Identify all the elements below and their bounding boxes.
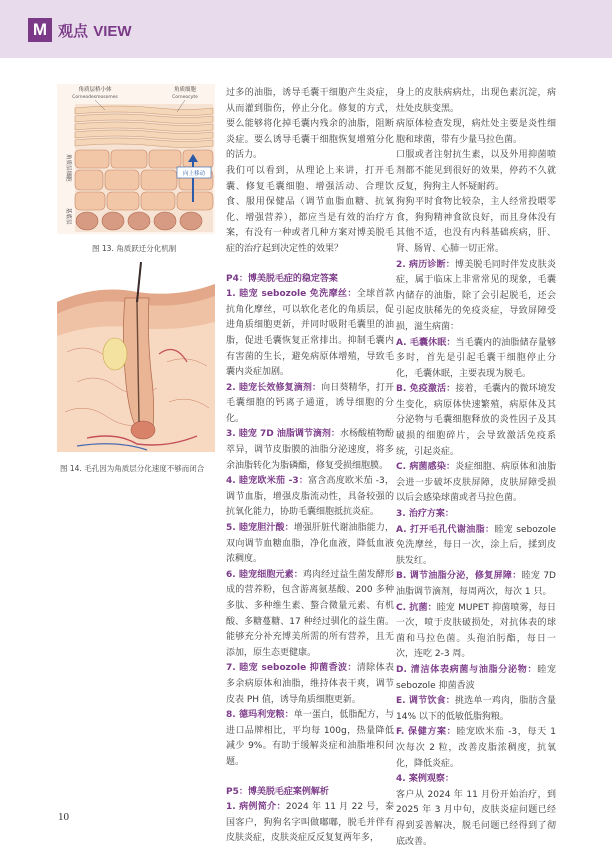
section-title-cn: 观点 xyxy=(58,22,89,40)
paragraph-text: 睦宠欧米茄 -3，每天 1 次每次 2 粒，改善皮脂浓稠度，抗氧化，降低炎症。 xyxy=(396,727,556,769)
paragraph xyxy=(396,258,556,336)
figure-corneocyte-diagram xyxy=(57,84,215,234)
paragraph xyxy=(226,474,394,521)
paragraph xyxy=(226,86,394,164)
arrow-label: 向上移动 xyxy=(182,171,206,177)
paragraph-text: 水杨酸植物酚萃异，调节皮脂膜的油脂分泌速度，将多余油脂转化为脂磷酯，修复受损细胞膜。 xyxy=(226,429,394,471)
paragraph xyxy=(396,788,556,850)
paragraph-text: 口服或者注射抗生素，以及外用抑菌喷剂都不能见到很好的效果，停药不久就反复，狗狗主人怀疑耐药。 xyxy=(396,150,556,192)
paragraph-text: 当毛囊内的油脂储存量够多时，首先是引起毛囊干细胞停止分化，毛囊休眠，主要表现为脱毛。 xyxy=(396,337,556,379)
paragraph xyxy=(226,568,394,662)
spacer xyxy=(226,771,394,779)
paragraph-lead: A. 毛囊休眠： xyxy=(396,337,456,348)
paragraph-lead: 8. 德玛利宠粮： xyxy=(226,710,294,721)
paragraph-text: 2024 年 11 月 22 号，泰国客户，狗狗名字叫做嘟嘟，脱毛并伴有皮肤炎症，皮肤炎症反反复复两年多， xyxy=(226,802,394,844)
paragraph-text: 睦宠 MUPET 抑菌喷雾，每日一次，喷于皮肤破损处，对抗体表的球菌和马拉色菌。头孢泊肟酯，每日一次，连吃 2-3 周。 xyxy=(396,602,556,660)
section-badge: M xyxy=(28,18,52,42)
paragraph-text: 增强肝脏代谢油脂能力，双向调节血糖血脂，净化血液，降低血液浓稠度。 xyxy=(226,523,394,565)
paragraph xyxy=(396,601,556,663)
label-corneum-layer: 角质层细胞 xyxy=(65,154,71,182)
paragraph-lead: C. 病菌感染： xyxy=(396,462,456,473)
follicle-illustration xyxy=(57,262,215,452)
paragraph-text: 全球首款抗角化摩丝，可以软化老化的角质层，促进角质细胞更新，并同时吸附毛囊里的油脂，促进毛囊恢复正常排出。抑制毛囊内有害菌的生长，避免病原体增殖，导致毛囊内炎症加剧。 xyxy=(226,289,394,378)
figure-2-caption: 图 14. 毛孔因为角质层分化速度不够而闭合 xyxy=(60,464,205,473)
paragraph xyxy=(226,427,394,474)
paragraph-text: 狗狗平时食物比较杂，主人经常投喂零食，狗狗精神食欲良好，而且身体没有其他不适，也没有内科基础疾病，肝、肾、肠胃、心肺一切正常。 xyxy=(396,197,556,254)
paragraph-lead: 3. 治疗方案： xyxy=(396,509,454,520)
paragraph-text: 睦宠 sebozole 免洗摩丝，每日一次，涂上后，揉到皮肤发红。 xyxy=(396,524,556,566)
paragraph xyxy=(396,460,556,507)
paragraph-lead: A. 打开毛孔代谢油脂： xyxy=(396,524,495,535)
paragraph xyxy=(226,708,394,770)
paragraph-lead: 1. 病例简介： xyxy=(226,802,286,813)
paragraph xyxy=(396,86,556,117)
paragraph-text: 鸡肉经过益生菌发酵形成的营养粉，包含游离氨基酸、200 多种多肽、多种维生素、螯合微量元素、有机酸、多糖蔓糖、17 种经过驯化的益生菌。能够充分补充博美所需的所有营养，且无添加，原生态更健康。 xyxy=(226,569,394,658)
label-corneocyte-en: Corneocyte xyxy=(172,95,198,100)
paragraph-lead: 3. 睦宠 7D 油脂调节滴剂： xyxy=(226,429,340,440)
paragraph-lead: 2. 睦宠长效修复滴剂： xyxy=(226,382,322,393)
paragraph-text: 清除体表多余病原体和油脂，维持体表干爽，调节皮表 PH 值，诱导角质细胞更新。 xyxy=(226,663,394,705)
section-heading: P4：博美脱毛症的稳定答案 xyxy=(226,273,338,284)
paragraph xyxy=(396,772,556,788)
label-basal-layer: 基底层 xyxy=(65,208,71,225)
paragraph-text: 炎症细胞、病原体和油脂会进一步破坏皮肤屏障，皮肤屏障受损以后会感染球菌或者马拉色菌。 xyxy=(396,462,556,504)
paragraph-text: 挑选单一鸡肉，脂肪含量 14% 以下的低敏低脂狗粮。 xyxy=(396,696,556,722)
paragraph-lead: E. 调节饮食： xyxy=(396,696,455,707)
paragraph xyxy=(396,663,556,694)
label-corneodesmosomes-cn: 角质层桥小体 xyxy=(78,87,112,93)
paragraph xyxy=(396,195,556,257)
paragraph-text: 睦宠 sebozole 抑菌香波 xyxy=(396,664,556,691)
paragraph-text: 富含高度欧米茄 -3，调节血脂，增强皮脂流动性，具备较强的抗氧化能力，协助毛囊细胞抵抗炎症。 xyxy=(226,476,394,518)
paragraph-lead: F. 保健方案： xyxy=(396,727,457,738)
paragraph xyxy=(396,725,556,772)
paragraph-text: 单一蛋白，低脂配方，与进口品牌相比，平均每 100g，热量降低减少 9%。有助于缓解炎症和油脂堆积问题。 xyxy=(226,710,394,767)
paragraph-lead: 1. 睦宠 sebozole 免洗摩丝： xyxy=(226,289,357,300)
paragraph xyxy=(396,117,556,148)
section-heading: P5：博美脱毛症案例解析 xyxy=(226,786,329,797)
paragraph xyxy=(226,800,394,847)
paragraph xyxy=(226,661,394,708)
paragraph xyxy=(396,569,556,600)
paragraph-lead: B. 免疫激活： xyxy=(396,384,456,395)
label-corneocyte-cn: 角质细胞 xyxy=(173,87,197,93)
paragraph-text: 身上的皮肤病病灶，出现色素沉淀，病灶处皮肤变黑。 xyxy=(396,88,556,114)
paragraph-text: 博美脱毛同时伴发皮肤炎症，属于临床上非常常见的现象，毛囊内储存的油脂，除了会引起脱毛，还会引起皮肤稀先的免疫炎症，导致屏障受损，滋生病菌： xyxy=(396,259,556,332)
paragraph xyxy=(396,507,556,523)
figure-1-caption: 图 13. 角质跃迁分化机制 xyxy=(92,244,177,253)
paragraph xyxy=(396,336,556,383)
section-title-en: VIEW xyxy=(93,23,132,40)
paragraph xyxy=(396,382,556,460)
paragraph-text: 客户从 2024 年 11 月份开始治疗，到 2025 年 3 月中旬，皮肤炎症问题已经得到妥善解决，脱毛问题已经得到了彻底改善。 xyxy=(396,789,556,847)
paragraph-text: 病原体检查发现，病灶处主要是炎性细胞和球菌，带有少量马拉色菌。 xyxy=(396,119,556,145)
paragraph xyxy=(226,521,394,568)
text-column-3 xyxy=(396,86,556,850)
paragraph xyxy=(396,148,556,195)
spacer xyxy=(226,258,394,266)
section-title xyxy=(58,20,132,41)
paragraph-lead: 2. 病历诊断： xyxy=(396,259,455,270)
corneocyte-illustration xyxy=(57,84,215,234)
paragraph xyxy=(226,381,394,428)
paragraph xyxy=(396,694,556,725)
page-header xyxy=(0,0,612,58)
paragraph-lead: D. 清洁体表病菌与油脂分泌物： xyxy=(396,664,538,675)
paragraph-text: 我们可以看到，从理论上来讲，打开毛囊、修复毛囊细胞、增强活动、合理饮食、服用保健品（调节血脂血糖、抗氧化、增强营养），都应当是有效的治疗方案，有没有一种或者几种方案对博美脱毛症的治疗起到决定性的效果？ xyxy=(226,165,394,254)
page-number: 10 xyxy=(58,811,69,823)
paragraph-text: 接着，毛囊内的微环境发生变化，病原体快速繁殖，病原体及其分泌物与毛囊细胞释放的炎性因子及其破损的细胞碎片，会导致激活免疫系统，引起炎症。 xyxy=(396,384,556,457)
paragraph xyxy=(226,287,394,381)
label-corneodesmosomes-en: Corneodesmosomes xyxy=(72,95,118,100)
paragraph-text: 过多的油脂，诱导毛囊干细胞产生炎症，从而灌到脂伤，停止分化。修复的方式，要么能够将化掉毛囊内残余的油脂，阻断炎症。要么诱导毛囊干细胞恢复增殖分化的活力。 xyxy=(226,88,394,161)
paragraph-lead: 6. 睦宠细胞元素： xyxy=(226,569,303,580)
paragraph-lead: 4. 案例观察： xyxy=(396,774,454,785)
paragraph-lead: 5. 睦宠胆汁酸： xyxy=(226,523,294,534)
paragraph-lead: 7. 睦宠 sebozole 抑菌香波： xyxy=(226,663,357,674)
paragraph xyxy=(226,164,394,258)
paragraph-text: 向日葵精华，打开毛囊细胞的钙离子通道，诱导细胞的分化。 xyxy=(226,382,394,424)
text-column-2 xyxy=(226,86,394,847)
paragraph xyxy=(396,523,556,570)
figure-follicle-illustration xyxy=(57,262,215,452)
paragraph-text: 睦宠 7D 油脂调节滴剂，每周两次，每次 1 只。 xyxy=(396,571,556,597)
paragraph-lead: 4. 睦宠欧米茄 -3： xyxy=(226,476,309,487)
paragraph-lead: C. 抗菌： xyxy=(396,602,437,613)
paragraph-lead: B. 调节油脂分泌，修复屏障： xyxy=(396,571,522,582)
